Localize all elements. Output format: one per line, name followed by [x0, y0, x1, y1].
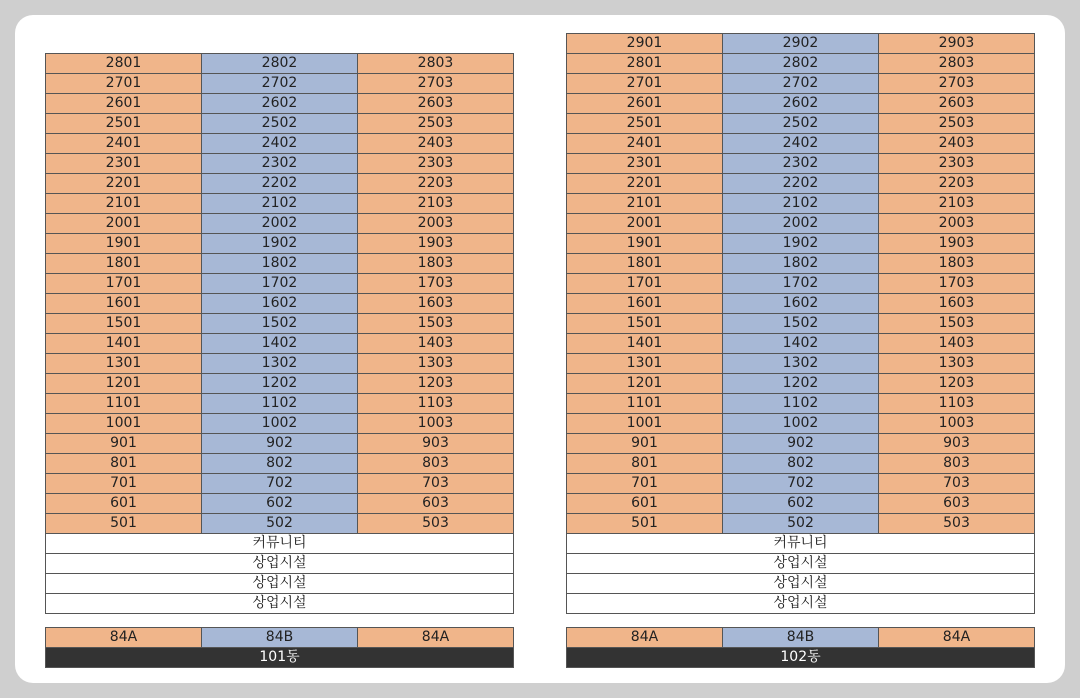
- unit-cell: 501: [46, 514, 202, 534]
- unit-cell: 601: [567, 494, 723, 514]
- unit-cell: 1302: [202, 354, 358, 374]
- unit-cell: 2202: [202, 174, 358, 194]
- unit-type-cell: 84B: [202, 628, 358, 648]
- unit-type-cell: 84A: [567, 628, 723, 648]
- unit-type-cell: 84A: [46, 628, 202, 648]
- floor-row: [567, 474, 1035, 494]
- unit-cell: 2803: [358, 54, 514, 74]
- unit-cell: 2603: [879, 94, 1035, 114]
- facility-cell: 상업시설: [567, 594, 1035, 614]
- unit-cell: 902: [202, 434, 358, 454]
- floor-row: [567, 454, 1035, 474]
- unit-cell: 703: [879, 474, 1035, 494]
- unit-cell: 1502: [723, 314, 879, 334]
- floor-row: [567, 194, 1035, 214]
- floor-row: [46, 134, 514, 154]
- unit-cell: 1903: [358, 234, 514, 254]
- building-name-row: [46, 648, 514, 668]
- unit-cell: 602: [202, 494, 358, 514]
- floor-row: [46, 494, 514, 514]
- building-name: 102동: [567, 648, 1035, 668]
- unit-cell: 2402: [202, 134, 358, 154]
- unit-cell: 2701: [46, 74, 202, 94]
- floor-row: [567, 274, 1035, 294]
- floor-row: [567, 74, 1035, 94]
- unit-cell: 2801: [46, 54, 202, 74]
- floor-row: [46, 194, 514, 214]
- unit-cell: 2901: [567, 34, 723, 54]
- unit-cell: 1702: [723, 274, 879, 294]
- floor-row: [46, 214, 514, 234]
- building-name-row: [567, 648, 1035, 668]
- unit-cell: 1202: [202, 374, 358, 394]
- floor-row: [567, 254, 1035, 274]
- unit-cell: 2403: [358, 134, 514, 154]
- unit-cell: 2102: [202, 194, 358, 214]
- unit-cell: 1001: [567, 414, 723, 434]
- unit-cell: 2203: [358, 174, 514, 194]
- unit-cell: 1101: [46, 394, 202, 414]
- unit-cell: 703: [358, 474, 514, 494]
- unit-cell: 603: [879, 494, 1035, 514]
- unit-cell: 1701: [46, 274, 202, 294]
- floor-row: [567, 174, 1035, 194]
- floor-row: [46, 354, 514, 374]
- unit-cell: 1001: [46, 414, 202, 434]
- facility-row: [46, 534, 514, 554]
- unit-cell: 2401: [567, 134, 723, 154]
- unit-cell: 1603: [358, 294, 514, 314]
- unit-cell: 502: [202, 514, 358, 534]
- facility-cell: 상업시설: [567, 574, 1035, 594]
- unit-cell: 2303: [358, 154, 514, 174]
- unit-cell: 2301: [567, 154, 723, 174]
- unit-cell: 2002: [202, 214, 358, 234]
- unit-cell: 603: [358, 494, 514, 514]
- unit-cell: 1503: [879, 314, 1035, 334]
- unit-cell: 1702: [202, 274, 358, 294]
- type-legend-102: [566, 627, 1035, 668]
- unit-cell: 1403: [358, 334, 514, 354]
- unit-cell: 1902: [202, 234, 358, 254]
- floor-row: [567, 514, 1035, 534]
- unit-cell: 601: [46, 494, 202, 514]
- unit-cell: 2703: [358, 74, 514, 94]
- unit-cell: 2003: [358, 214, 514, 234]
- facility-row: [567, 574, 1035, 594]
- unit-cell: 1302: [723, 354, 879, 374]
- unit-type-cell: 84A: [358, 628, 514, 648]
- unit-cell: 2502: [723, 114, 879, 134]
- floor-row: [567, 414, 1035, 434]
- unit-cell: 1301: [567, 354, 723, 374]
- unit-cell: 2103: [358, 194, 514, 214]
- floor-row: [567, 334, 1035, 354]
- building-102: [566, 33, 1035, 614]
- unit-cell: 701: [46, 474, 202, 494]
- floor-row: [567, 94, 1035, 114]
- floor-row: [46, 94, 514, 114]
- unit-cell: 2303: [879, 154, 1035, 174]
- type-row: [567, 628, 1035, 648]
- unit-cell: 2501: [567, 114, 723, 134]
- floor-row: [46, 394, 514, 414]
- unit-cell: 2403: [879, 134, 1035, 154]
- floor-row: [46, 474, 514, 494]
- unit-cell: 1703: [358, 274, 514, 294]
- unit-cell: 602: [723, 494, 879, 514]
- unit-cell: 2101: [567, 194, 723, 214]
- unit-cell: 1801: [46, 254, 202, 274]
- unit-cell: 802: [723, 454, 879, 474]
- unit-cell: 2801: [567, 54, 723, 74]
- floor-row: [46, 514, 514, 534]
- facility-row: [46, 554, 514, 574]
- unit-cell: 1803: [358, 254, 514, 274]
- facility-cell: 상업시설: [46, 574, 514, 594]
- unit-cell: 802: [202, 454, 358, 474]
- unit-grid-102: [566, 33, 1035, 614]
- unit-cell: 2703: [879, 74, 1035, 94]
- building-name: 101동: [46, 648, 514, 668]
- unit-cell: 1203: [879, 374, 1035, 394]
- unit-cell: 1501: [46, 314, 202, 334]
- unit-cell: 1401: [46, 334, 202, 354]
- unit-cell: 1601: [46, 294, 202, 314]
- unit-cell: 901: [46, 434, 202, 454]
- unit-cell: 1803: [879, 254, 1035, 274]
- unit-cell: 1601: [567, 294, 723, 314]
- unit-cell: 1103: [879, 394, 1035, 414]
- floor-row: [567, 394, 1035, 414]
- unit-cell: 1703: [879, 274, 1035, 294]
- unit-cell: 803: [879, 454, 1035, 474]
- floor-row: [567, 54, 1035, 74]
- floor-row: [567, 134, 1035, 154]
- unit-grid-101: [45, 53, 514, 614]
- facility-row: [567, 534, 1035, 554]
- unit-cell: 2302: [202, 154, 358, 174]
- unit-cell: 1003: [879, 414, 1035, 434]
- unit-cell: 803: [358, 454, 514, 474]
- facility-cell: 상업시설: [567, 554, 1035, 574]
- unit-cell: 502: [723, 514, 879, 534]
- floor-row: [46, 314, 514, 334]
- unit-cell: 1901: [46, 234, 202, 254]
- unit-cell: 801: [46, 454, 202, 474]
- unit-cell: 2202: [723, 174, 879, 194]
- floor-row: [46, 54, 514, 74]
- unit-cell: 1102: [723, 394, 879, 414]
- unit-cell: 2203: [879, 174, 1035, 194]
- unit-cell: 2103: [879, 194, 1035, 214]
- unit-cell: 2102: [723, 194, 879, 214]
- unit-cell: 702: [202, 474, 358, 494]
- unit-cell: 1901: [567, 234, 723, 254]
- unit-cell: 2803: [879, 54, 1035, 74]
- unit-cell: 2302: [723, 154, 879, 174]
- floor-row: [567, 234, 1035, 254]
- unit-cell: 503: [879, 514, 1035, 534]
- facility-row: [567, 554, 1035, 574]
- unit-cell: 2802: [723, 54, 879, 74]
- unit-cell: 2903: [879, 34, 1035, 54]
- unit-cell: 501: [567, 514, 723, 534]
- facility-cell: 상업시설: [46, 554, 514, 574]
- floor-row: [567, 314, 1035, 334]
- floor-row: [46, 434, 514, 454]
- floor-row: [46, 74, 514, 94]
- unit-cell: 801: [567, 454, 723, 474]
- unit-cell: 1802: [723, 254, 879, 274]
- unit-cell: 902: [723, 434, 879, 454]
- unit-cell: 2402: [723, 134, 879, 154]
- unit-cell: 1101: [567, 394, 723, 414]
- unit-cell: 503: [358, 514, 514, 534]
- unit-cell: 2601: [46, 94, 202, 114]
- unit-cell: 901: [567, 434, 723, 454]
- unit-cell: 2101: [46, 194, 202, 214]
- unit-cell: 1303: [879, 354, 1035, 374]
- sheet: [15, 15, 1065, 683]
- unit-cell: 1802: [202, 254, 358, 274]
- unit-cell: 2701: [567, 74, 723, 94]
- unit-cell: 903: [358, 434, 514, 454]
- floor-row: [567, 354, 1035, 374]
- unit-cell: 1402: [723, 334, 879, 354]
- unit-cell: 1003: [358, 414, 514, 434]
- unit-cell: 1201: [46, 374, 202, 394]
- unit-cell: 2301: [46, 154, 202, 174]
- unit-cell: 1002: [723, 414, 879, 434]
- unit-cell: 1602: [723, 294, 879, 314]
- unit-cell: 2802: [202, 54, 358, 74]
- unit-cell: 1303: [358, 354, 514, 374]
- unit-cell: 1102: [202, 394, 358, 414]
- unit-cell: 1902: [723, 234, 879, 254]
- unit-cell: 701: [567, 474, 723, 494]
- unit-cell: 2601: [567, 94, 723, 114]
- unit-cell: 2602: [723, 94, 879, 114]
- unit-cell: 1403: [879, 334, 1035, 354]
- unit-cell: 1903: [879, 234, 1035, 254]
- unit-cell: 1401: [567, 334, 723, 354]
- floor-row: [46, 114, 514, 134]
- facility-row: [46, 574, 514, 594]
- floor-row: [46, 414, 514, 434]
- unit-cell: 2001: [567, 214, 723, 234]
- floor-row: [567, 114, 1035, 134]
- floor-row: [46, 334, 514, 354]
- unit-cell: 2702: [202, 74, 358, 94]
- floor-row: [567, 214, 1035, 234]
- floor-row: [46, 274, 514, 294]
- floor-row: [567, 34, 1035, 54]
- unit-cell: 2501: [46, 114, 202, 134]
- unit-cell: 2201: [567, 174, 723, 194]
- unit-cell: 1501: [567, 314, 723, 334]
- unit-cell: 1402: [202, 334, 358, 354]
- unit-cell: 903: [879, 434, 1035, 454]
- facility-cell: 커뮤니티: [46, 534, 514, 554]
- type-row: [46, 628, 514, 648]
- unit-cell: 2503: [879, 114, 1035, 134]
- unit-cell: 2201: [46, 174, 202, 194]
- unit-cell: 1502: [202, 314, 358, 334]
- unit-cell: 1203: [358, 374, 514, 394]
- unit-cell: 2001: [46, 214, 202, 234]
- facility-row: [46, 594, 514, 614]
- unit-cell: 2401: [46, 134, 202, 154]
- facility-cell: 상업시설: [46, 594, 514, 614]
- unit-cell: 1801: [567, 254, 723, 274]
- floor-row: [567, 154, 1035, 174]
- unit-cell: 1201: [567, 374, 723, 394]
- floor-row: [46, 174, 514, 194]
- unit-cell: 1301: [46, 354, 202, 374]
- floor-row: [46, 374, 514, 394]
- floor-row: [567, 294, 1035, 314]
- unit-cell: 2702: [723, 74, 879, 94]
- unit-cell: 1103: [358, 394, 514, 414]
- unit-cell: 2603: [358, 94, 514, 114]
- unit-cell: 702: [723, 474, 879, 494]
- facility-cell: 커뮤니티: [567, 534, 1035, 554]
- building-101: [45, 53, 514, 614]
- unit-cell: 2503: [358, 114, 514, 134]
- unit-cell: 1603: [879, 294, 1035, 314]
- floor-row: [46, 454, 514, 474]
- floor-row: [46, 294, 514, 314]
- unit-cell: 1202: [723, 374, 879, 394]
- type-legend-101: [45, 627, 514, 668]
- unit-cell: 1503: [358, 314, 514, 334]
- unit-cell: 2602: [202, 94, 358, 114]
- unit-cell: 1701: [567, 274, 723, 294]
- unit-cell: 2003: [879, 214, 1035, 234]
- floor-row: [46, 254, 514, 274]
- unit-type-cell: 84A: [879, 628, 1035, 648]
- unit-cell: 2902: [723, 34, 879, 54]
- floor-row: [46, 234, 514, 254]
- floor-row: [567, 494, 1035, 514]
- unit-type-cell: 84B: [723, 628, 879, 648]
- unit-cell: 2502: [202, 114, 358, 134]
- floor-row: [567, 374, 1035, 394]
- floor-row: [567, 434, 1035, 454]
- unit-cell: 2002: [723, 214, 879, 234]
- unit-cell: 1002: [202, 414, 358, 434]
- unit-cell: 1602: [202, 294, 358, 314]
- floor-row: [46, 154, 514, 174]
- facility-row: [567, 594, 1035, 614]
